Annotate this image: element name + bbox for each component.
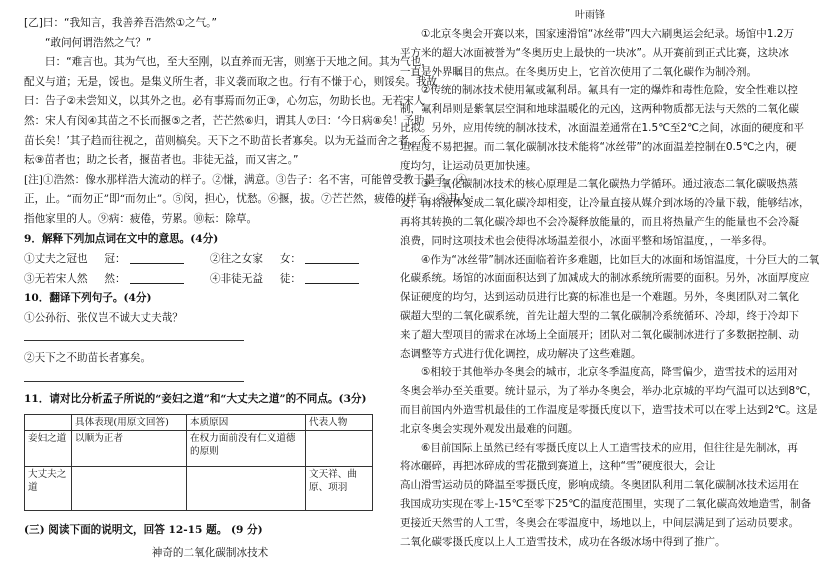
passage-line: 苗长矣！’其子趋而往视之，苗则槁矣。天下之不助苗长者寡矣。以为无益而舍之者，不 xyxy=(24,134,430,147)
paragraph-line: ⑥目前国际上虽然已经有零摄氏度以上人工造雪技术的应用，但往往是先制冰，再 xyxy=(421,441,798,454)
q9-word: 徒： xyxy=(279,273,301,286)
q9-phrase: ④非徒无益 xyxy=(210,273,263,286)
table-cell[interactable] xyxy=(72,466,187,510)
table-header-cell: 具体表现(用原文回答) xyxy=(72,414,187,430)
paragraph-line: 更接近天然雪的人工雪，冬奥会在零温度中，场地以上，中间层满足到了运动员要求。 xyxy=(400,516,799,529)
passage-line: 曰：告子②未尝知义，以其外之也。必有事焉而勿正③，心勿忘，勿助长也。无若宋人 xyxy=(24,95,425,108)
paragraph-line: 冬奥会举办至关重要。统计显示，为了举办冬奥会，举办北京城的平均气温可以达到8℃， xyxy=(400,385,818,398)
q10-answer-line[interactable] xyxy=(24,369,244,382)
article-paragraph-1 xyxy=(400,25,794,81)
table-row xyxy=(25,466,373,510)
q10-sentence-1: ①公孙衍、张仪岂不诚大丈夫哉？ xyxy=(24,311,183,324)
question-11 xyxy=(24,390,396,511)
paragraph-line: 我国成功实现在零上-15℃至零下25℃的温度范围里，实现了二氧化碳高效地造雪，制备 xyxy=(400,497,812,510)
q9-row xyxy=(24,249,396,269)
note-line: 正，止。“而勿正”即“而勿止”。⑤闵，担心，忧愁。⑥揠，拔。⑦芒芒然，疲倦的样子。⑧其人： xyxy=(24,193,481,206)
question-11-title: 11．请对比分析孟子所说的“妾妇之道”和“大丈夫之道”的不同点。(3分) xyxy=(24,392,367,405)
q9-phrase: ①丈夫之冠也 xyxy=(24,253,88,266)
q9-answer-blank[interactable] xyxy=(130,273,184,284)
paragraph-line: 浪费，同时这项技术也会使得冰场温差很小，冰面平整和场馆温度，，一举多得。 xyxy=(400,234,773,247)
paragraph-line: 坦程度不易把握。而二氧化碳制冰技术能将“冰丝带”的冰面温差控制在0.5℃之内，硬 xyxy=(400,140,797,153)
paragraph-line: 碳超大型的二氧化碳系统，首先让超大型的二氧化碳制冷系统循环、冷却，终于冷却下 xyxy=(400,309,799,322)
paragraph-line: 再将其转换的二氧化碳冷却也不会冷凝释放能量的，而且将热量产生的能量也不会冷凝 xyxy=(400,215,799,228)
paragraph-line: ①北京冬奥会开赛以来，国家速滑馆“冰丝带”四大六刷奥运会纪录。场馆中1.2万 xyxy=(421,28,794,40)
paragraph-line: ④作为“冰丝带”制冰还面临着许多难题，比如巨大的冰面和场馆温度，十分巨大的二氧 xyxy=(421,253,819,266)
passage-line: [乙]曰：“我知言，我善养吾浩然①之气。” xyxy=(24,17,217,29)
paragraph-line: 来了超大型项目的需求在冰场上全面展开；团队对二氧化碳制冰进行了多数据控制、动 xyxy=(400,328,799,341)
passage-line: 然：宋人有闵④其苗之不长而揠⑤之者，芒芒然⑥归，谓其人⑦曰：‘今日病⑧矣！予助 xyxy=(24,114,425,127)
article-paragraph-5 xyxy=(400,363,818,438)
paragraph-line: 北京冬奥会实现外观发出最难的问题。 xyxy=(400,422,579,435)
table-cell[interactable] xyxy=(306,430,373,466)
table-header-cell xyxy=(25,414,72,430)
q10-answer-line[interactable] xyxy=(24,328,244,341)
author-signature: 叶雨锋 xyxy=(575,10,605,21)
classical-passage xyxy=(24,14,438,171)
paragraph-line: ⑤相较于其他举办冬奥会的城市，北京冬季温度高，降雪偏少，造雪技术的运用对 xyxy=(421,366,798,379)
right-column xyxy=(400,6,819,551)
paragraph-line: 平方米的超大冰面被誉为“冬奥历史上最快的一块冰”。从开赛前到正式比赛，这块冰 xyxy=(400,46,789,59)
article-paragraph-4 xyxy=(400,251,819,364)
comparison-table xyxy=(24,414,373,511)
table-header-cell: 代表人物 xyxy=(306,414,373,430)
q9-word: 然： xyxy=(104,273,126,286)
q9-phrase: ③无若宋人然 xyxy=(24,273,88,286)
paragraph-line: 将冰碾碎，再把冰碎成的雪花撒到赛道上，这种“雪”硬度很大，会让 xyxy=(400,460,716,473)
article-paragraph-6 xyxy=(400,439,812,552)
article-paragraph-3 xyxy=(400,175,810,250)
paragraph-line: 制，氟利昂则是紫氧层空洞和地球温暖化的元凶，这两种物质都无法与天然的二氧化碳 xyxy=(400,103,799,116)
q9-word: 冠： xyxy=(104,253,126,266)
paragraph-line: 高山滑雪运动员的降温至零摄氏度，影响成绩。冬奥团队利用二氧化碳制冰技术运用在 xyxy=(400,479,799,492)
note-line: [注]①浩然：像水那样浩大流动的样子。②慊，满意。③告子：名不害，可能曾受教于墨子。④ xyxy=(24,173,467,186)
q9-answer-blank[interactable] xyxy=(305,253,359,264)
table-header-row xyxy=(25,414,373,430)
passage-line: “敢问何谓浩然之气？” xyxy=(45,36,152,49)
article-title: 神奇的二氧化碳制冰技术 xyxy=(151,547,269,560)
paragraph-line: ②传统的制冰技术使用氟或氟利昂。氟具有一定的爆炸和毒性危险，安全性难以控 xyxy=(421,84,798,97)
question-10 xyxy=(24,289,396,382)
table-header-cell: 本质原因 xyxy=(187,414,306,430)
table-cell: 大丈夫之道 xyxy=(25,466,72,510)
paragraph-line: 发，再将液体变成二氧化碳冷却相变，让冷量直接从媒介到冰场的冷量下载，能够结冰， xyxy=(400,197,810,210)
paragraph-line: 保证硬度的均匀，达到运动员进行比赛的标准也是一个难题。另外，冬奥团队对二氧化 xyxy=(400,291,799,304)
q9-phrase: ②往之女家 xyxy=(210,253,263,266)
passage-line: 曰：“难言也。其为气也，至大至刚，以直养而无害，则塞于天地之间。其为气也， xyxy=(45,56,432,69)
note-line: 指他家里的人。⑨病：疲倦，劳累。⑩耘：除草。 xyxy=(24,212,258,225)
question-9-title: 9．解释下列加点词在文中的意思。(4分) xyxy=(24,232,219,245)
table-cell[interactable]: 文天祥、曲原、项羽 xyxy=(306,466,373,510)
paragraph-line: 比拟。另外，应用传统的制冰技术，冰面温差通常在1.5℃至2℃之间，冰面的硬度和平 xyxy=(400,121,804,134)
q9-answer-blank[interactable] xyxy=(305,273,359,284)
paragraph-line: 度均匀，让运动员更加快速。 xyxy=(400,159,537,172)
q10-sentence-2: ②天下之不助苗长者寡矣。 xyxy=(24,352,152,365)
q9-word: 女： xyxy=(279,253,301,266)
table-cell[interactable] xyxy=(187,466,306,510)
paragraph-line: 化碳系统。场馆的冰面面积达到了加减成大的制冰系统所需要的面积。另外，冰面厚度应 xyxy=(400,272,810,285)
table-cell[interactable]: 以顺为正者 xyxy=(72,430,187,466)
annotation-notes xyxy=(24,171,481,230)
table-row xyxy=(25,430,373,466)
q9-answer-blank[interactable] xyxy=(130,253,184,264)
article-paragraph-2 xyxy=(400,81,804,175)
paragraph-line: 一直是外界瞩目的焦点。在冬奥历史上，它首次使用了二氧化碳作为制冷剂。 xyxy=(400,65,757,78)
question-9 xyxy=(24,230,396,290)
question-10-title: 10．翻译下列句子。(4分) xyxy=(24,292,152,305)
section-3-heading: (三) 阅读下面的说明文，回答 12-15 题。 (9 分) xyxy=(24,523,263,536)
passage-line: 配义与道；无是，馁也。是集义所生者，非义袭而取之也。行有不慊于心，则馁矣。我故 xyxy=(24,75,438,88)
paragraph-line: 二氧化碳零摄氏度以上人工造雪技术，成功在各级冰场中得到了推广。 xyxy=(400,535,726,548)
q9-row xyxy=(24,269,396,289)
paragraph-line: 态调整等方式进行优化调控，成功解决了这些难题。 xyxy=(400,347,642,360)
paragraph-line: ③二氧化碳制冰技术的核心原理是二氧化碳热力学循环。通过液态二氧化碳吸热蒸 xyxy=(421,178,798,191)
passage-line: 耘⑨苗者也；助之长者，揠苗者也。非徒无益，而又害之。” xyxy=(24,154,299,167)
table-cell[interactable]: 在权力面前没有仁义道德的原则 xyxy=(187,430,306,466)
table-cell: 妾妇之道 xyxy=(25,430,72,466)
paragraph-line: 而目前国内外造雪机最佳的工作温度是零摄氏度以下，造雪技术可以在零上达到2℃。这是 xyxy=(400,403,818,416)
